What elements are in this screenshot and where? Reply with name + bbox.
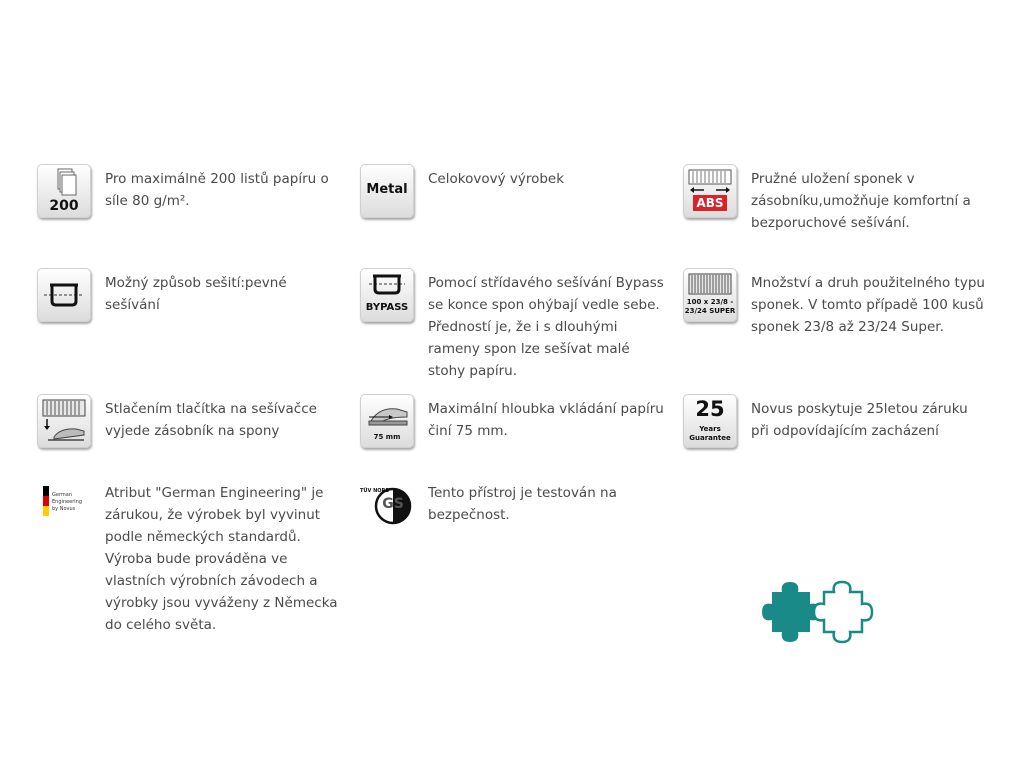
german-label-line1: German <box>52 492 73 498</box>
staples-icon <box>683 268 737 322</box>
german-engineering-icon <box>37 478 89 530</box>
warranty-guarantee-label: Guarantee <box>689 434 731 442</box>
german-label-line2: Engineering <box>52 499 82 505</box>
feature-text: Množství a druh použitelného typu sponek. V tomto případě 100 kusů sponek 23/8 až 23/24 Super. <box>751 275 985 335</box>
tuv-gs-icon <box>360 478 412 530</box>
feature-text: Novus poskytuje 25letou záruku při odpovídajícím zacházení <box>751 401 968 439</box>
staples-label-line2: 23/24 SUPER <box>684 307 736 315</box>
feature-text: Tento přístroj je testován na bezpečnost. <box>428 485 617 523</box>
staple-clinch-icon <box>37 268 91 322</box>
german-label-line3: by Novus <box>52 506 76 512</box>
bypass-icon <box>360 268 414 322</box>
abs-icon <box>683 164 737 218</box>
staples-label-line1: 100 x 23/8 - <box>686 298 734 306</box>
puzzle-icon <box>760 578 884 658</box>
bypass-label: BYPASS <box>365 302 409 313</box>
abs-label: ABS <box>696 196 724 210</box>
warranty-icon <box>683 394 737 448</box>
sheet-count-label: 200 <box>49 198 79 214</box>
feature-text: Pružné uložení sponek v zásobníku,umožňuje komfortní a bezporuchové sešívání. <box>751 171 971 231</box>
gs-label: GS <box>382 496 404 512</box>
tuv-label: TÜV NORD <box>360 488 390 494</box>
feature-text: Maximální hloubka vkládání papíru činí 75 mm. <box>428 401 664 439</box>
metal-icon <box>360 164 414 218</box>
depth-label: 75 mm <box>373 433 401 441</box>
magazine-release-icon <box>37 394 91 448</box>
insert-depth-icon <box>360 394 414 448</box>
metal-label: Metal <box>366 182 408 197</box>
feature-text: Pomocí střídavého sešívání Bypass se konce spon ohýbají vedle sebe. Předností je, že i s dlouhými rameny spon lze sešívat malé stohy papíru. <box>428 275 664 379</box>
warranty-years-label: Years <box>699 425 721 433</box>
feature-text: Atribut "German Engineering" je zárukou, že výrobek byl vyvinut podle německých standardů. Výroba bude prováděna ve vlastních výrobních závodech a výrobky jsou vyváženy z Německa do celého světa. <box>105 485 338 633</box>
feature-text: Stlačením tlačítka na sešívačce vyjede zásobník na spony <box>105 401 317 439</box>
feature-text: Pro maximálně 200 listů papíru o síle 80 g/m². <box>105 171 329 209</box>
sheet-capacity-icon <box>37 164 91 218</box>
warranty-years-number: 25 <box>695 397 725 421</box>
feature-text: Celokovový výrobek <box>428 171 565 187</box>
feature-text: Možný způsob sešití:pevné sešívání <box>105 275 287 313</box>
